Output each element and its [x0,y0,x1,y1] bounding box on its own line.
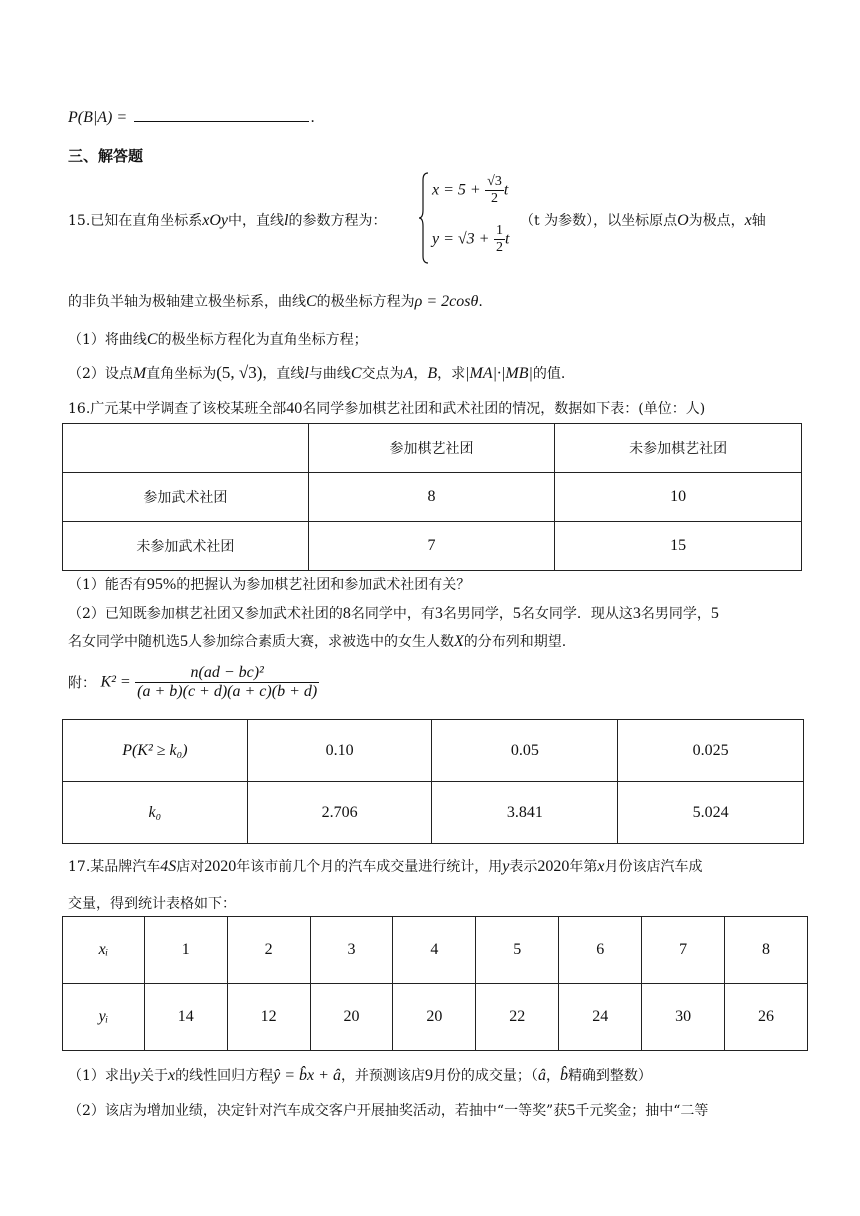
q17-line1 [68,857,702,877]
table-cell: 1 [144,917,227,984]
q16-text: 名同学参加棋艺社团和武术社团的情况，数据如下表：(单位：人) [302,401,706,417]
q16-text: 16.广元某中学调查了该校某班全部 [68,401,287,417]
q17-ahat: â [537,1067,546,1084]
table-cell: 8 [725,917,808,984]
q15-x: x [744,212,752,229]
q16-text: 名女同学中随机选 [68,634,180,650]
q17-num: 5 [567,1102,576,1119]
q17-text: 年第 [569,859,598,875]
q16-critical-table [62,719,804,844]
q15-text: ，直线 [262,366,305,382]
q16-intro [68,399,705,419]
table-cell: 6 [559,917,642,984]
q16-text: 人参加综合素质大赛，求被选中的女生人数 [188,634,454,650]
table-header-cell: 未参加棋艺社团 [555,424,802,473]
q17-bhat: b̂ [559,1067,568,1084]
q15-text: （2）设点 [68,366,133,382]
q16-text: 名男同学， [640,606,711,622]
table-row [63,522,802,571]
left-brace-icon [418,172,430,264]
q15-text: 与曲线 [308,366,351,382]
table-header-cell: 参加棋艺社团 [308,424,555,473]
q15-text: 直角坐标为 [146,366,217,382]
eq1-lhs: x = 5 + [432,181,481,199]
table-cell: 20 [310,984,393,1051]
eq1-frac [485,174,504,207]
table-cell: 0.05 [432,720,618,782]
q17-sales-table [62,916,808,1051]
table-cell: 20 [393,984,476,1051]
table-cell: 26 [725,984,808,1051]
table-cell: 2.706 [247,782,432,844]
q17-text: ， [545,1068,560,1084]
q15-C: C [146,331,158,348]
table-row [63,917,808,984]
q15-point: (5, √3) [216,363,263,382]
q17-text: 千元奖金；抽中“二等 [575,1103,709,1119]
table-cell: 5 [476,917,559,984]
q15-text: ，求 [437,366,466,382]
q16-club-table [62,423,802,571]
q15-polar-eq: ρ = 2cosθ [414,293,479,310]
q15-C: C [350,365,362,382]
q17-text: 店对 [176,859,205,875]
table-row-label: yᵢ [63,984,145,1051]
q17-text: 年该市前几个月的汽车成交量进行统计，用 [236,859,503,875]
table-row [63,473,802,522]
prev-answer-expr: P(B|A) = [68,109,128,126]
q16-num: 5 [512,605,521,622]
table-row-label: 参加武术社团 [63,473,309,522]
q15-l: l [284,212,289,229]
q15-text: 的极坐标方程为 [316,294,415,310]
table-cell: 3 [310,917,393,984]
q16-n: 40 [286,400,303,417]
q15-text: 中，直线 [228,213,285,229]
q16-num: 5 [180,633,188,650]
q16-text: 名同学中，有 [350,606,435,622]
eq2-den: 2 [495,240,503,255]
section-title: 三、解答题 [68,147,144,165]
eq1-num: √3 [487,174,502,189]
eq2-lhs: y = √3 + [432,230,490,248]
q15-part2 [68,363,565,384]
q15-text: ， [413,366,428,382]
q16-formula [68,664,319,701]
q15-param-note [520,211,766,231]
eq2-frac [494,223,505,256]
q15-text: 的参数方程为： [288,213,387,229]
eq2-t: t [504,230,510,248]
q17-line2: 交量，得到统计表格如下： [68,896,236,912]
q16-part2 [68,604,719,624]
q17-text: 表示 [509,859,538,875]
q17-x: x [168,1067,176,1084]
q16-X: X [454,633,464,650]
q15-text: 的值. [532,366,566,382]
q15-expr: |MA|·|MB| [465,365,533,382]
q15-part1 [68,330,368,350]
q17-regression-eq: ŷ = b̂x + â [273,1067,341,1084]
q15-text: 15.已知在直角坐标系 [68,213,203,229]
table-cell: 3.841 [432,782,618,844]
q15-text: 的非负半轴为极轴建立极坐标系，曲线 [68,294,306,310]
q17-text: （1）求出 [68,1068,133,1084]
q15-text: 轴 [751,213,766,229]
q15-A: A [403,365,414,382]
table-cell: 7 [308,522,555,571]
table-cell: 0.10 [247,720,432,782]
prev-answer-line [68,106,315,128]
q16-text: 的分布列和期望. [463,634,567,650]
q16-num: 8 [342,605,351,622]
q15-intro [68,211,386,231]
prev-answer-end: . [310,109,315,126]
table-cell: 2 [227,917,310,984]
q17-year: 2020 [537,858,570,875]
q15-C: C [306,293,317,310]
q17-x: x [597,858,605,875]
q17-text: （2）该店为增加业绩，决定针对汽车成交客户开展抽奖活动，若抽中“一等奖”获 [68,1103,568,1119]
q15-M: M [132,365,147,382]
q16-text: 的把握认为参加棋艺社团和参加武术社团有关？ [176,577,471,593]
table-row [63,720,804,782]
q15-xoy: xOy [202,212,229,229]
table-cell: 12 [227,984,310,1051]
q17-brand: 4S [160,858,177,875]
q15-l: l [304,365,309,382]
q16-text: （1）能否有 [68,577,147,593]
q16-part3 [68,632,566,652]
q17-y: y [502,858,510,875]
q17-text: ，并预测该店 [340,1068,425,1084]
q17-y: y [132,1067,141,1084]
q15-text: . [478,294,483,310]
q15-origin: O [677,212,689,229]
q16-text: 名男同学， [442,606,513,622]
table-cell: 10 [555,473,802,522]
table-cell: 8 [308,473,555,522]
q15-line2 [68,292,483,312]
table-cell: 14 [144,984,227,1051]
eq1-den: 2 [491,191,498,206]
q17-text: 精确到整数） [567,1068,652,1084]
formula-den: (a + b)(c + d)(a + c)(b + d) [137,683,318,700]
answer-blank[interactable] [134,106,309,122]
formula-label: 附： [68,675,96,692]
q17-part2 [68,1101,708,1121]
q15-param-system [418,168,528,268]
table-cell: 15 [555,522,802,571]
table-cell: 0.025 [618,720,804,782]
q15-eq2 [432,223,509,256]
table-row-label: P(K² ≥ k₀) [63,720,248,782]
table-cell: 22 [476,984,559,1051]
q15-B: B [427,365,438,382]
formula-lhs: K² = [100,673,131,691]
q15-text: 为极点， [688,213,745,229]
table-cell: 4 [393,917,476,984]
formula-num: n(ad − bc)² [135,664,319,683]
q17-part1 [68,1066,652,1086]
q17-text: 的线性回归方程 [175,1068,274,1084]
table-row-label: 未参加武术社团 [63,522,309,571]
formula-frac [135,664,319,701]
q16-part1 [68,575,470,595]
q17-text: 关于 [140,1068,169,1084]
q16-text: （2）已知既参加棋艺社团又参加武术社团的 [68,606,343,622]
q17-text: 17.某品牌汽车 [68,859,161,875]
q16-num: 3 [632,605,641,622]
q15-text: （t 为参数），以坐标原点 [520,213,678,229]
table-cell: 7 [642,917,725,984]
table-row [63,984,808,1051]
q16-num: 5 [710,605,719,622]
table-cell: 24 [559,984,642,1051]
table-row-label: k₀ [63,782,248,844]
eq1-t: t [503,181,509,199]
table-cell: 30 [642,984,725,1051]
q17-num: 9 [424,1067,433,1084]
table-cell: 5.024 [618,782,804,844]
q15-eq1 [432,174,508,207]
q15-text: 的极坐标方程化为直角坐标方程； [157,332,368,348]
table-row-label: xᵢ [63,917,145,984]
table-row [63,782,804,844]
eq2-num: 1 [495,223,503,238]
q15-text: （1）将曲线 [68,332,147,348]
q16-pct: 95% [146,576,177,593]
table-header-cell [63,424,309,473]
q17-year: 2020 [204,858,237,875]
q17-text: 月份的成交量；（ [432,1068,538,1084]
q15-text: 交点为 [361,366,404,382]
table-row [63,424,802,473]
q16-text: 名女同学．现从这 [520,606,633,622]
q17-text: 月份该店汽车成 [604,859,703,875]
q16-num: 3 [434,605,443,622]
